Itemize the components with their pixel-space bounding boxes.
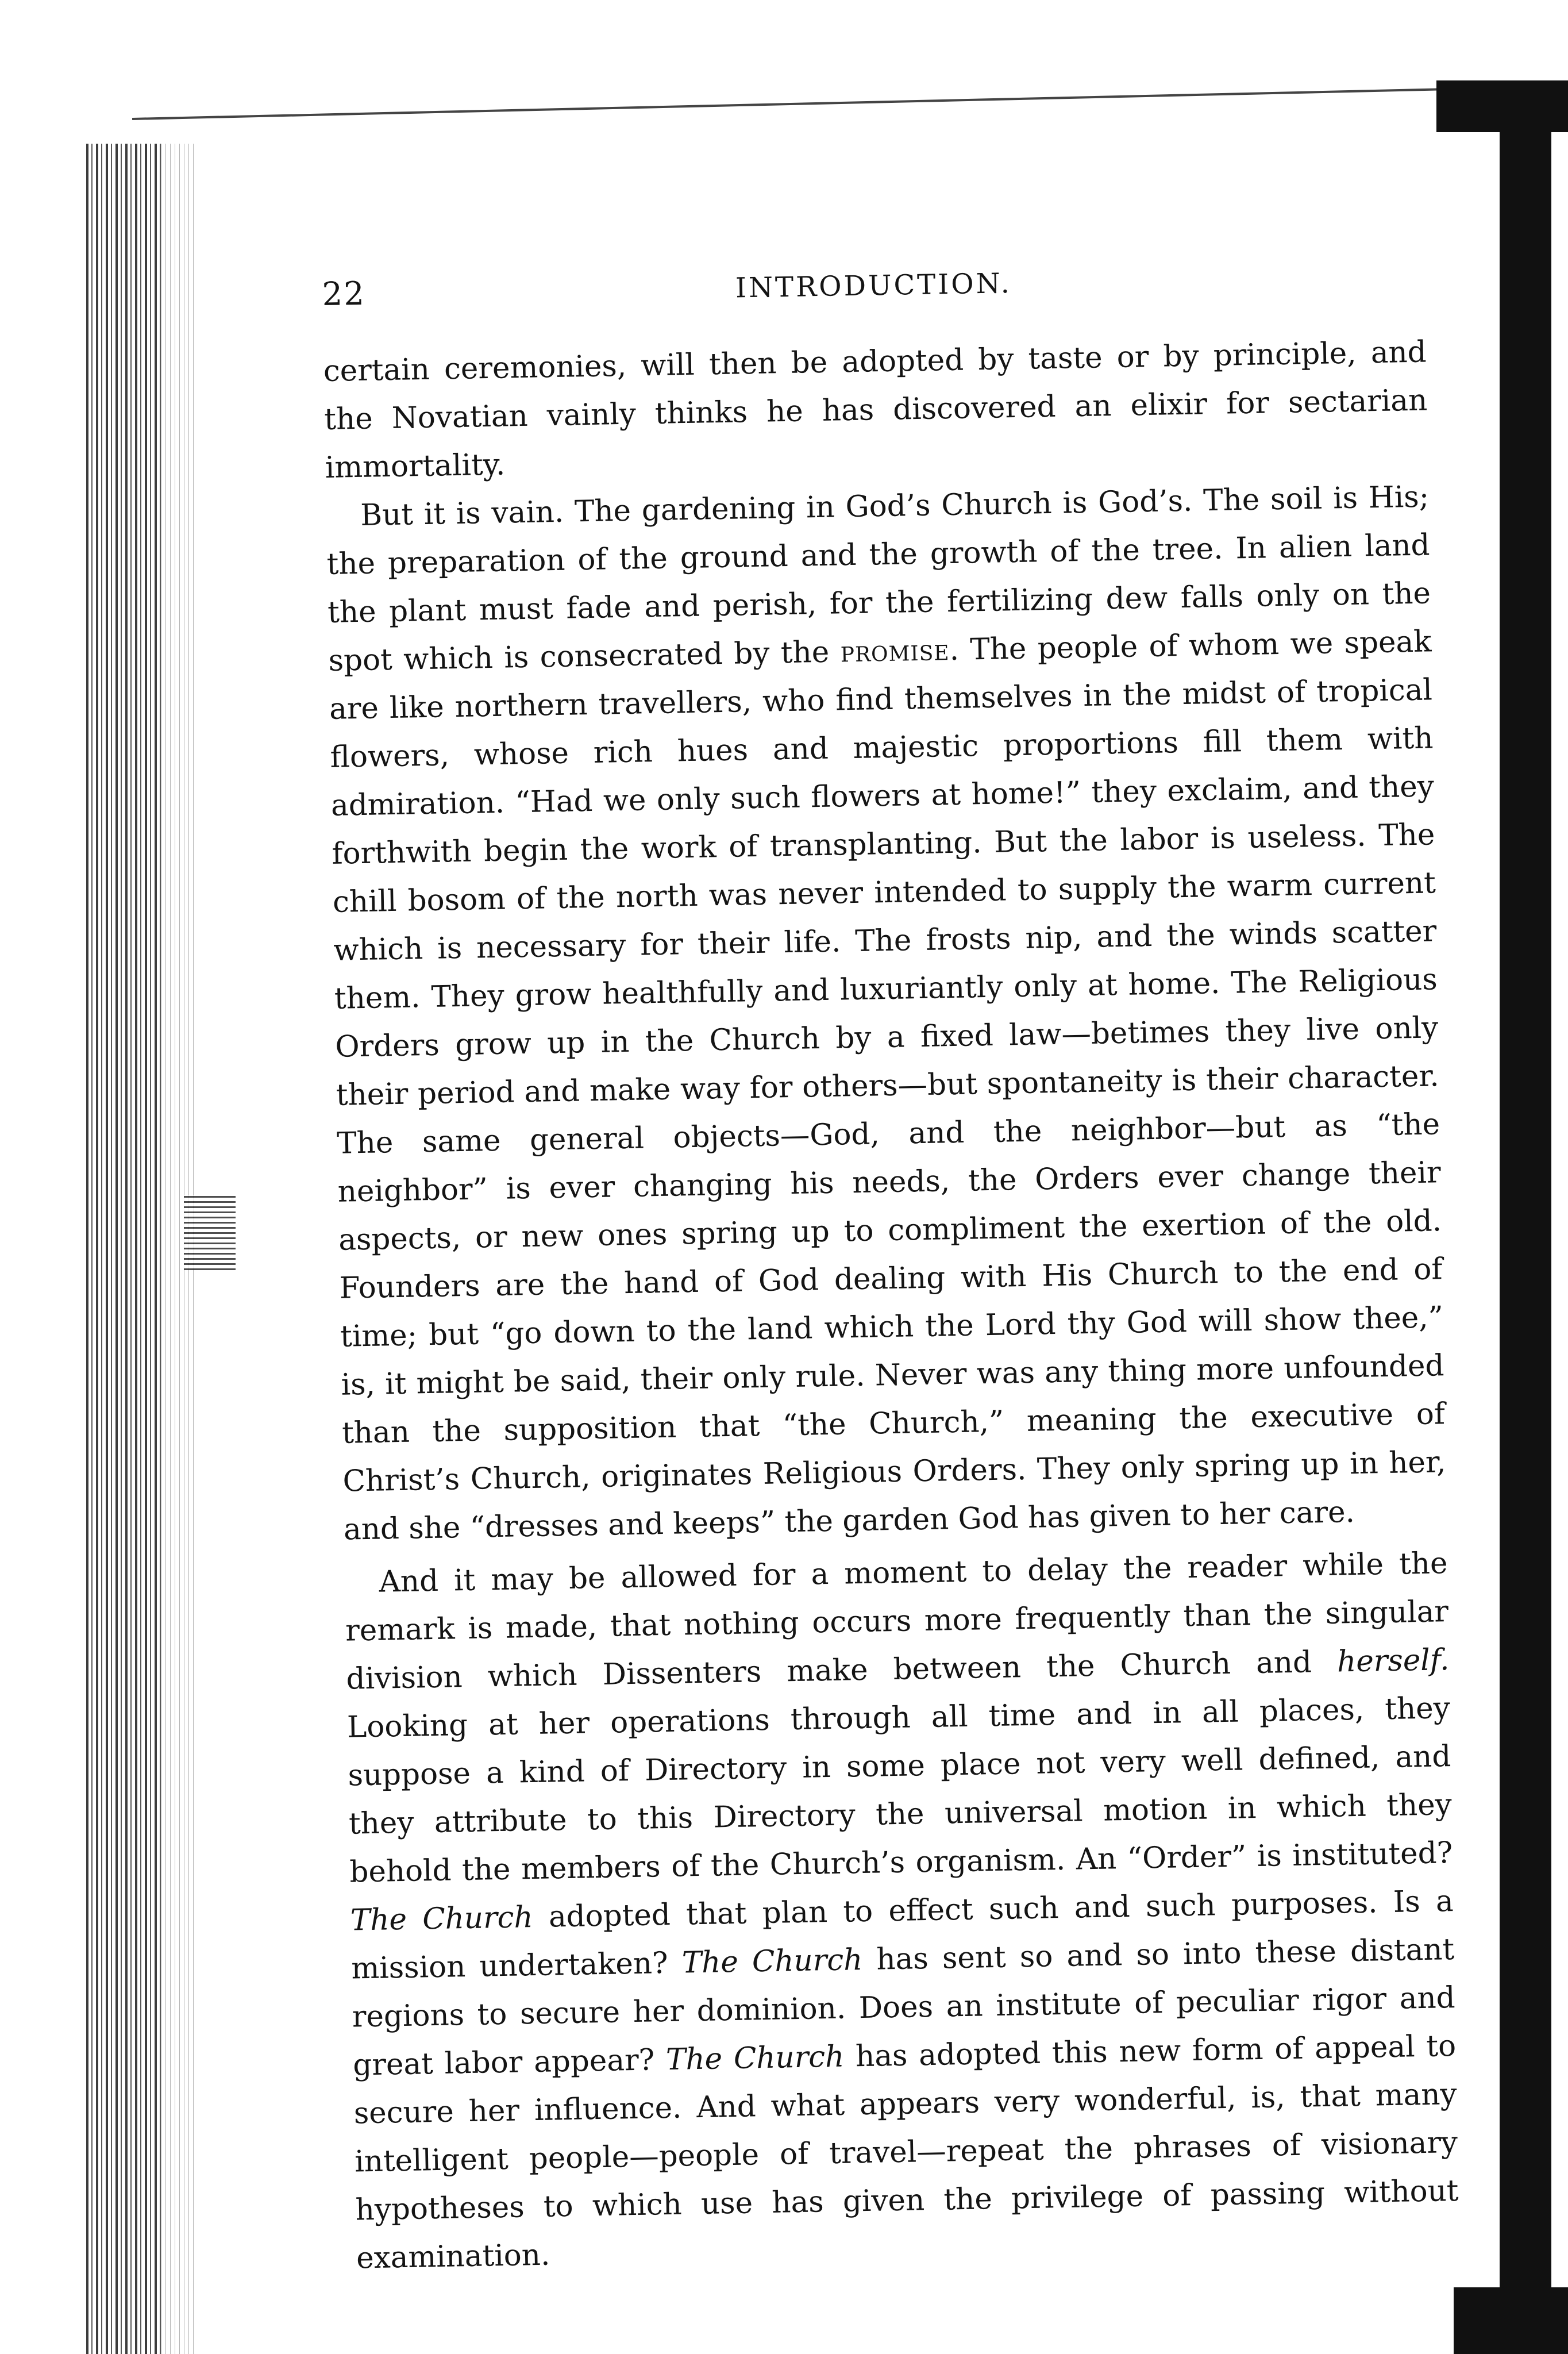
paragraph-2-text-a: But it is vain. The gardening in God’s Church is God’s. The soil is His; the preparation of the ground and the growth of the tree. In alien land the plant must fade and perish, for the fertilizing dew falls only on the spot which is consecrated by the (326, 479, 1431, 678)
book-page (322, 256, 1460, 2282)
paragraph-3-text-b: Looking at her operations through all time and in all places, they suppose a kind of Directory in some place not very well defined, and they attribute to this Directory the universal motion in which they behold the members of the Church’s organism. An “Order” is instituted? (346, 1691, 1453, 1890)
paragraph-3-text-c: adopted that plan to effect such and such purposes. Is a mission undertaken? (350, 1884, 1454, 1986)
body-text (323, 328, 1459, 2282)
paragraph-3-text-a: And it may be allowed for a moment to delay the reader while the remark is made, that nothing occurs more frequently than the singular division which Dissenters make between the Church and (345, 1546, 1449, 1697)
gutter-smudge (184, 1195, 236, 1270)
paragraph-3-text-e: has adopted this new form of appeal to secure her influence. And what appears very wonderful, is, that many intelligent people—people of travel—repeat the phrases of visionary hypotheses to which use has given the privilege of passing without examination. (353, 2029, 1459, 2276)
herself-italic: herself. (1336, 1643, 1450, 1679)
paragraph-3 (344, 1539, 1460, 2282)
the-church-italic-1: The Church (350, 1900, 534, 1938)
page-header (322, 256, 1426, 339)
promise-smallcaps: promise (840, 633, 950, 670)
book-binding-edge (86, 144, 161, 2354)
paragraph-1 (323, 328, 1428, 491)
the-church-italic-3: The Church (665, 2039, 845, 2078)
scan-border-bottom-cap (1454, 2287, 1568, 2354)
scan-border-right (1500, 92, 1551, 2299)
running-head: INTRODUCTION. (735, 267, 1012, 305)
paragraph-2 (326, 472, 1447, 1553)
the-church-italic-2: The Church (681, 1943, 863, 1980)
page-top-edge (132, 88, 1454, 160)
page-number: 22 (322, 275, 366, 313)
paragraph-2-text-b: . The people of whom we speak are like northern travellers, who find themselves in the midst of tropical flowers, whose rich hues and majestic proportions fill them with admiration. “Had we only such flowers at home!” they exclaim, and they forthwith begin the work of transplanting. But the labor is useless. The chill bosom of the north was never intended to supply the warm current which is necessary for their life. The frosts nip, and the winds scatter them. They grow healthfully and luxuriantly only at home. The Religious Orders grow up in the Church by a fixed law—betimes they live only their period and make way for others—but spontaneity is their character. The same general objects—God, and the neighbor—but as “the neighbor” is ever changing his needs, the Orders ever change their aspects, or new ones spring up to compliment the exertion of the old. Founders are the hand of God dealing with His Church to the end of time; but “go down to the land which the Lord thy God will show thee,” is, it might be said, their only rule. Never was any thing more unfounded than the supposition that “the Church,” meaning the executive of Christ’s Church, originates Religious Orders. They only spring up in her, and she “dresses and keeps” the garden God has given to her care. (329, 624, 1446, 1547)
paragraph-3-text-d: has sent so and so into these distant regions to secure her dominion. Does an institute of peculiar rigor and great labor appear? (352, 1932, 1456, 2083)
paragraph-1-text: certain ceremonies, will then be adopted by taste or by principle, and the Novatian vainly thinks he has discovered an elixir for sectarian immortality. (323, 334, 1428, 485)
